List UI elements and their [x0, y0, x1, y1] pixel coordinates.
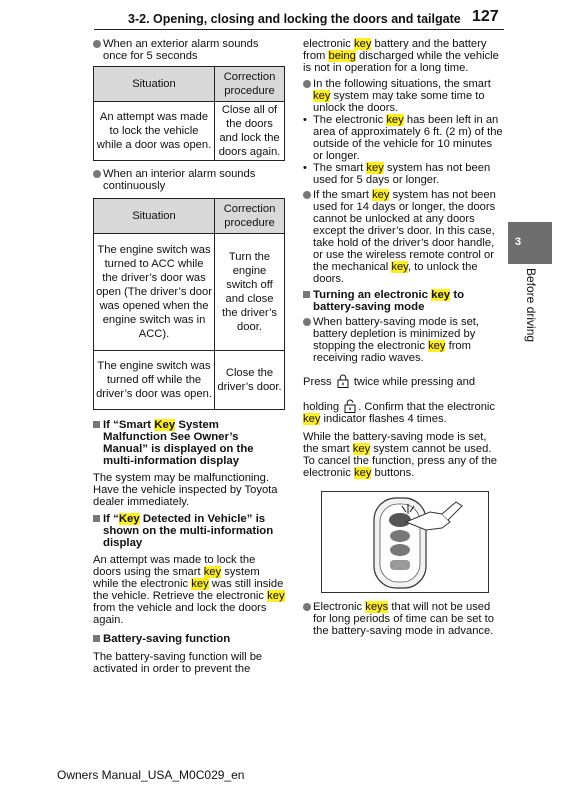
right-column [303, 38, 503, 637]
bullet-14-days: If the smart key system has not been used for 14 days or longer, the doors cannot be unlocked at any doors except the driver’s door. In this case, take hold of the driver’s door handle, or use the wireless remote control or the mechanical key, to unlock the doors. [303, 189, 503, 285]
heading-square-icon [303, 291, 310, 298]
page-header [0, 0, 583, 30]
key-fob-illustration [322, 492, 488, 592]
paragraph-malfunction: The system may be malfunctioning. Have the vehicle inspected by Toyota dealer immediately. [93, 472, 278, 508]
paragraph-press-lock: Press twice while pressing and [303, 376, 476, 388]
paragraph-cancel: While the battery-saving mode is set, the smart key system cannot be used. To cancel the function, press any of the electronic key buttons. [303, 431, 498, 479]
table-cell-correction: Close the driver’s door. [215, 351, 285, 410]
table-cell-situation: The engine switch was turned to ACC while the driver’s door was open (The driver’s door was opened when the engine switch was in ACC). [94, 234, 215, 351]
bullet-dot-icon [93, 40, 101, 48]
table-header-situation: Situation [94, 67, 215, 102]
heading-square-icon [93, 515, 100, 522]
chapter-number: 3 [515, 236, 522, 248]
bullet-dot-icon [303, 603, 311, 611]
bullet-dot-icon [303, 191, 311, 199]
chapter-label [524, 268, 538, 358]
chapter-tab [508, 222, 552, 264]
paragraph-battery-saving: The battery-saving function will be activated in order to prevent the [93, 651, 263, 675]
header-rule [94, 29, 504, 30]
dash-item-left-nearby: • The electronic key has been left in an area of approximately 6 ft. (2 m) of the outside of the vehicle for 10 minutes or longer. [303, 114, 503, 162]
heading-key-detected: If “Key Detected in Vehicle” is shown on the multi-information display [93, 513, 285, 549]
exterior-alarm-table [93, 66, 285, 161]
interior-alarm-table [93, 198, 285, 410]
paragraph-holding-unlock: holding . Confirm that the electronic key indicator flashes 4 times. [303, 401, 495, 425]
lock-icon [337, 374, 349, 388]
section-title: 3-2. Opening, closing and locking the doors and tailgate [128, 12, 461, 26]
dash-item-not-used: • The smart key system has not been used for 5 days or longer. [303, 162, 491, 186]
left-column [93, 38, 285, 675]
heading-smart-key-malfunction: If “Smart Key System Malfunction See Owner’s Manual” is displayed on the multi-information display [93, 419, 285, 467]
table-cell-situation: An attempt was made to lock the vehicle while a door was open. [94, 102, 215, 161]
unlock-icon [344, 399, 356, 413]
bullet-electronic-keys-advance: Electronic keys that will not be used for long periods of time can be set to the battery-saving mode in advance. [303, 601, 503, 637]
page-number: 127 [472, 8, 499, 25]
chapter-label-text: Before driving [524, 268, 538, 343]
heading-square-icon [93, 421, 100, 428]
bullet-unlock-delay: In the following situations, the smart key system may take some time to unlock the doors. [303, 78, 503, 114]
table-header-situation: Situation [94, 199, 215, 234]
table-header-correction: Correction procedure [215, 199, 285, 234]
bullet-interior-alarm: When an interior alarm sounds continuously [93, 168, 285, 192]
bullet-dot-icon [303, 318, 311, 326]
heading-square-icon [93, 635, 100, 642]
paragraph-battery-continued: electronic key battery and the battery from being discharged while the vehicle is not in operation for a long time. [303, 38, 499, 74]
paragraph-key-detected: An attempt was made to lock the doors using the smart key system while the electronic key was still inside the vehicle. Retrieve the electronic key from the vehicle and lock the doors again. [93, 554, 285, 626]
table-cell-correction: Close all of the doors and lock the doors again. [215, 102, 285, 161]
bullet-dot-icon [303, 80, 311, 88]
footer: Owners Manual_USA_M0C029_en [57, 768, 245, 782]
bullet-dot-icon [93, 170, 101, 178]
heading-turning-battery-saving: Turning an electronic key to battery-saving mode [303, 289, 503, 313]
heading-battery-saving: Battery-saving function [93, 633, 285, 645]
bullet-exterior-alarm: When an exterior alarm sounds once for 5 seconds [93, 38, 285, 62]
table-cell-situation: The engine switch was turned off while the driver’s door was open. [94, 351, 215, 410]
table-header-correction: Correction procedure [215, 67, 285, 102]
bullet-battery-depletion: When battery-saving mode is set, battery depletion is minimized by stopping the electronic key from receiving radio waves. [303, 316, 503, 364]
key-fob-figure [321, 491, 489, 593]
table-cell-correction: Turn the engine switch off and close the driver’s door. [215, 234, 285, 351]
